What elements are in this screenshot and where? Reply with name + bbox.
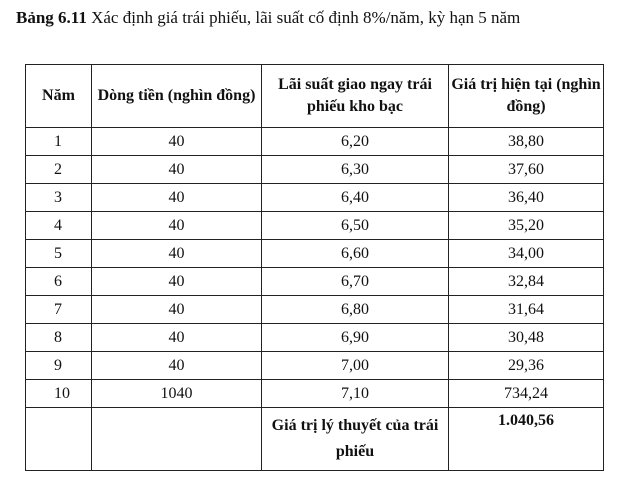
cashflow-cell: 40: [92, 128, 262, 156]
caption-text: Xác định giá trái phiếu, lãi suất cố định 8%/năm, kỳ hạn 5 năm: [91, 8, 521, 27]
present-value-cell: 29,36: [449, 352, 604, 380]
table-row: [26, 324, 604, 352]
present-value-cell: 37,60: [449, 156, 604, 184]
present-value-cell: 36,40: [449, 184, 604, 212]
cashflow-cell: 40: [92, 268, 262, 296]
footer-row: [26, 408, 604, 471]
year-cell: 3: [26, 184, 92, 212]
table-row: [26, 296, 604, 324]
caption-label: Bảng 6.11: [16, 8, 87, 27]
table-row: [26, 380, 604, 408]
table-row: [26, 352, 604, 380]
footer-label: Giá trị lý thuyết của trái phiếu: [262, 408, 449, 471]
spot-rate-cell: 6,30: [262, 156, 449, 184]
footer-empty-2: [92, 408, 262, 471]
spot-rate-cell: 6,70: [262, 268, 449, 296]
year-cell: 2: [26, 156, 92, 184]
cashflow-cell: 40: [92, 156, 262, 184]
table-row: [26, 156, 604, 184]
table-row: [26, 184, 604, 212]
present-value-cell: 30,48: [449, 324, 604, 352]
cashflow-cell: 40: [92, 212, 262, 240]
footer-value: 1.040,56: [449, 408, 604, 471]
cashflow-cell: 40: [92, 184, 262, 212]
spot-rate-cell: 6,20: [262, 128, 449, 156]
year-cell: 4: [26, 212, 92, 240]
year-cell: 9: [26, 352, 92, 380]
present-value-cell: 32,84: [449, 268, 604, 296]
header-cashflow: Dòng tiền (nghìn đồng): [92, 65, 262, 128]
cashflow-cell: 40: [92, 296, 262, 324]
cashflow-cell: 40: [92, 324, 262, 352]
present-value-cell: 31,64: [449, 296, 604, 324]
header-present-value: Giá trị hiện tại (nghìn đồng): [449, 65, 604, 128]
spot-rate-cell: 6,50: [262, 212, 449, 240]
present-value-cell: 34,00: [449, 240, 604, 268]
year-cell: 5: [26, 240, 92, 268]
table-row: [26, 128, 604, 156]
spot-rate-cell: 6,80: [262, 296, 449, 324]
header-year: Năm: [26, 65, 92, 128]
year-cell: 6: [26, 268, 92, 296]
spot-rate-cell: 7,00: [262, 352, 449, 380]
bond-valuation-table: [25, 64, 604, 471]
year-cell: 8: [26, 324, 92, 352]
table-row: [26, 268, 604, 296]
present-value-cell: 734,24: [449, 380, 604, 408]
table-row: [26, 240, 604, 268]
cashflow-cell: 40: [92, 352, 262, 380]
footer-empty-1: [26, 408, 92, 471]
table-row: [26, 212, 604, 240]
present-value-cell: 35,20: [449, 212, 604, 240]
spot-rate-cell: 6,90: [262, 324, 449, 352]
spot-rate-cell: 7,10: [262, 380, 449, 408]
header-spot-rate: Lãi suất giao ngay trái phiếu kho bạc: [262, 65, 449, 128]
table-caption: [16, 4, 616, 32]
present-value-cell: 38,80: [449, 128, 604, 156]
year-cell: 10: [26, 380, 92, 408]
header-row: [26, 65, 604, 128]
year-cell: 7: [26, 296, 92, 324]
cashflow-cell: 1040: [92, 380, 262, 408]
spot-rate-cell: 6,60: [262, 240, 449, 268]
year-cell: 1: [26, 128, 92, 156]
cashflow-cell: 40: [92, 240, 262, 268]
spot-rate-cell: 6,40: [262, 184, 449, 212]
